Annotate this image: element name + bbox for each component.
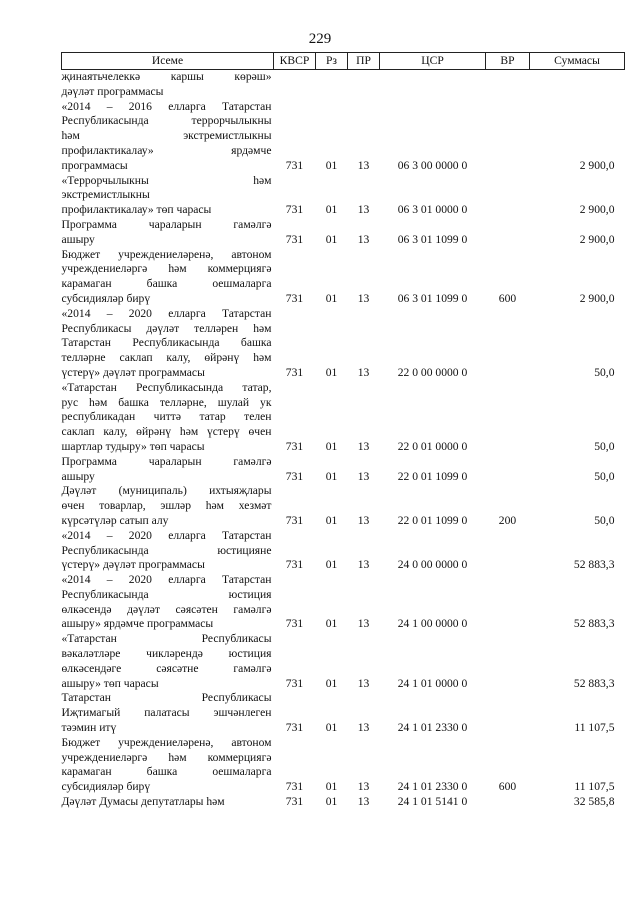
name-line: өлкәсендәге сәясәтне гамәлгә (61, 661, 272, 675)
cell-kvsr: 731 (285, 617, 304, 631)
cell-name (62, 484, 274, 528)
cell-pr: 13 (357, 439, 370, 453)
cell-kvsr: 731 (285, 721, 304, 735)
cell-name (62, 529, 274, 573)
name-line: карамаган башка оешмаларга (61, 765, 272, 779)
name-line: ашыру» ярдәмче программасы (61, 617, 214, 631)
cell-sum: 50,0 (594, 513, 615, 527)
cell-sum: 50,0 (594, 469, 615, 483)
cell-rz: 01 (325, 558, 338, 572)
table-row (62, 691, 625, 735)
cell-pr: 13 (357, 780, 370, 794)
cell-name (62, 174, 274, 218)
cell-pr: 13 (357, 203, 370, 217)
cell-pr: 13 (357, 469, 370, 483)
name-line: субсидияләр бирү (61, 291, 151, 305)
cell-sum: 50,0 (594, 365, 615, 379)
name-line: Программа чараларын гамәлгә (61, 217, 272, 231)
cell-pr: 13 (357, 365, 370, 379)
cell-sum: 2 900,0 (579, 232, 615, 246)
table-row (62, 795, 625, 810)
cell-rz: 01 (325, 232, 338, 246)
name-line: һәм экстремистлыкны (61, 129, 272, 143)
name-line: Татарстан Республикасы (61, 691, 272, 705)
cell-vr (486, 573, 530, 632)
cell-sum: 52 883,3 (573, 617, 615, 631)
name-line: программасы (61, 158, 128, 172)
header-pr: ПР (348, 53, 380, 70)
cell-kvsr: 731 (285, 291, 304, 305)
cell-vr: 200 (498, 513, 517, 527)
header-rz: Рз (316, 53, 348, 70)
cell-kvsr: 731 (285, 469, 304, 483)
name-line: Иҗтимагый палатасы эшчәнлеген (61, 706, 272, 720)
cell-name (62, 573, 274, 632)
cell-rz: 01 (325, 513, 338, 527)
name-line: күрсәтүләр сатып алу (61, 513, 169, 527)
cell-name (62, 795, 274, 810)
cell-kvsr: 731 (285, 439, 304, 453)
cell-kvsr: 731 (285, 513, 304, 527)
cell-kvsr (274, 70, 316, 100)
cell-csr: 24 1 00 0000 0 (397, 617, 468, 631)
header-sum: Суммасы (530, 53, 625, 70)
cell-pr: 13 (357, 721, 370, 735)
cell-csr (380, 70, 486, 100)
cell-kvsr: 731 (285, 795, 304, 809)
cell-csr: 24 1 01 2330 0 (397, 780, 468, 794)
cell-name (62, 455, 274, 485)
name-line: Дәүләт (муниципаль) ихтыяҗлары (61, 484, 272, 498)
table-row (62, 100, 625, 174)
cell-name (62, 691, 274, 735)
cell-csr: 22 0 01 0000 0 (397, 439, 468, 453)
cell-name (62, 70, 274, 100)
cell-csr: 24 1 01 5141 0 (397, 795, 468, 809)
cell-pr: 13 (357, 676, 370, 690)
cell-rz: 01 (325, 158, 338, 172)
cell-csr: 06 3 01 1099 0 (397, 291, 468, 305)
cell-rz: 01 (325, 203, 338, 217)
cell-sum: 11 107,5 (574, 780, 615, 794)
cell-vr (486, 174, 530, 218)
name-line: вәкаләтләре чикләрендә юстиция (61, 647, 272, 661)
cell-vr (486, 795, 530, 810)
cell-kvsr: 731 (285, 558, 304, 572)
table-row (62, 529, 625, 573)
name-line: Бюджет учреждениеләренә, автоном (61, 247, 272, 261)
cell-name (62, 248, 274, 307)
name-line: үстерү» дәүләт программасы (61, 558, 205, 572)
table-header-row (62, 53, 625, 70)
cell-kvsr: 731 (285, 232, 304, 246)
cell-name (62, 100, 274, 174)
cell-name (62, 307, 274, 381)
name-line: карамаган башка оешмаларга (61, 277, 272, 291)
table-row (62, 484, 625, 528)
cell-sum: 2 900,0 (579, 291, 615, 305)
name-line: Республикасында юстиция (61, 587, 272, 601)
cell-vr: 600 (498, 780, 517, 794)
name-line: «Татарстан Республикасы (61, 632, 272, 646)
cell-vr: 600 (498, 291, 517, 305)
cell-sum: 32 585,8 (573, 795, 615, 809)
table-row (62, 218, 625, 248)
page-number: 229 (308, 31, 332, 47)
cell-sum: 2 900,0 (579, 158, 615, 172)
cell-kvsr: 731 (285, 780, 304, 794)
name-line: Татарстан Республикасында башка (61, 336, 272, 350)
cell-name (62, 381, 274, 455)
cell-kvsr: 731 (285, 365, 304, 379)
table-row (62, 307, 625, 381)
name-line: ашыру (61, 469, 95, 483)
table-row (62, 573, 625, 632)
name-line: «2014 – 2016 елларга Татарстан (61, 99, 272, 113)
name-line: учреждениеләргә һәм коммерциягә (61, 750, 272, 764)
cell-rz: 01 (325, 365, 338, 379)
name-line: Республикасында юстицияне (61, 543, 272, 557)
cell-name (62, 632, 274, 691)
name-line: Дәүләт Думасы депутатлары һәм (61, 795, 225, 809)
cell-kvsr: 731 (285, 158, 304, 172)
cell-csr: 22 0 01 1099 0 (397, 513, 468, 527)
cell-rz: 01 (325, 795, 338, 809)
cell-kvsr: 731 (285, 203, 304, 217)
cell-pr: 13 (357, 291, 370, 305)
cell-vr (486, 632, 530, 691)
cell-kvsr: 731 (285, 676, 304, 690)
cell-rz: 01 (325, 291, 338, 305)
cell-rz: 01 (325, 439, 338, 453)
name-line: «2014 – 2020 елларга Татарстан (61, 528, 272, 542)
cell-pr: 13 (357, 158, 370, 172)
budget-table (61, 52, 625, 810)
cell-name (62, 736, 274, 795)
cell-csr: 24 1 01 0000 0 (397, 676, 468, 690)
cell-vr (486, 691, 530, 735)
cell-rz: 01 (325, 676, 338, 690)
cell-sum: 2 900,0 (579, 203, 615, 217)
cell-vr (486, 381, 530, 455)
cell-csr: 22 0 01 1099 0 (397, 469, 468, 483)
name-line: Республикасы дәүләт телләрен һәм (61, 321, 272, 335)
cell-vr (486, 70, 530, 100)
table-row (62, 174, 625, 218)
cell-vr (486, 529, 530, 573)
table-row (62, 736, 625, 795)
name-line: өчен товарлар, эшләр һәм хезмәт (61, 499, 272, 513)
name-line: субсидияләр бирү (61, 780, 151, 794)
cell-csr: 06 3 01 0000 0 (397, 203, 468, 217)
cell-sum: 11 107,5 (574, 721, 615, 735)
cell-pr: 13 (357, 558, 370, 572)
cell-vr (486, 307, 530, 381)
cell-sum: 50,0 (594, 439, 615, 453)
cell-sum: 52 883,3 (573, 676, 615, 690)
name-line: саклап калу, өйрәнү һәм үстерү өчен (61, 425, 272, 439)
name-line: Программа чараларын гамәлгә (61, 454, 272, 468)
cell-vr (486, 455, 530, 485)
name-line: «2014 – 2020 елларга Татарстан (61, 306, 272, 320)
name-line: ашыру» төп чарасы (61, 676, 159, 690)
header-name: Исеме (62, 53, 274, 70)
name-line: «Татарстан Республикасында татар, (61, 380, 272, 394)
table-row (62, 455, 625, 485)
cell-csr: 06 3 01 1099 0 (397, 232, 468, 246)
name-line: үстерү» дәүләт программасы (61, 365, 205, 379)
name-line: «Террорчылыкны һәм (61, 173, 272, 187)
cell-csr: 06 3 00 0000 0 (397, 158, 468, 172)
table-row (62, 632, 625, 691)
cell-rz: 01 (325, 617, 338, 631)
table-body (62, 70, 625, 810)
cell-name (62, 218, 274, 248)
name-line: шартлар тудыру» төп чарасы (61, 439, 205, 453)
name-line: тәэмин итү (61, 721, 117, 735)
name-line: рус һәм башка телләрне, шулай ук (61, 395, 272, 409)
cell-csr: 24 1 01 2330 0 (397, 721, 468, 735)
cell-sum: 52 883,3 (573, 558, 615, 572)
header-kvsr: КВСР (274, 53, 316, 70)
header-vr: ВР (486, 53, 530, 70)
name-line: Республикасында террорчылыкны (61, 114, 272, 128)
name-line: профилактикалау» ярдәмче (61, 143, 272, 157)
table-row (62, 381, 625, 455)
header-csr: ЦСР (380, 53, 486, 70)
cell-rz: 01 (325, 721, 338, 735)
cell-pr: 13 (357, 617, 370, 631)
name-line: учреждениеләргә һәм коммерциягә (61, 262, 272, 276)
cell-csr: 24 0 00 0000 0 (397, 558, 468, 572)
cell-rz (316, 70, 348, 100)
name-line: өлкәсендә дәүләт сәясәтен гамәлгә (61, 602, 272, 616)
name-line: республикадан читтә татар телен (61, 410, 272, 424)
cell-rz: 01 (325, 780, 338, 794)
name-line: ашыру (61, 232, 95, 246)
cell-sum (530, 70, 625, 100)
cell-csr: 22 0 00 0000 0 (397, 365, 468, 379)
cell-vr (486, 218, 530, 248)
cell-pr: 13 (357, 513, 370, 527)
cell-vr (486, 100, 530, 174)
name-line: дәүләт программасы (61, 84, 164, 98)
name-line: җинаятьчелеккә каршы көрәш» (61, 70, 272, 83)
name-line: «2014 – 2020 елларга Татарстан (61, 573, 272, 587)
name-line: телләрне саклап калу, өйрәнү һәм (61, 351, 272, 365)
cell-pr: 13 (357, 795, 370, 809)
name-line: профилактикалау» төп чарасы (61, 203, 212, 217)
name-line: Бюджет учреждениеләренә, автоном (61, 735, 272, 749)
cell-pr (348, 70, 380, 100)
table-row (62, 248, 625, 307)
cell-rz: 01 (325, 469, 338, 483)
table-row (62, 70, 625, 100)
cell-pr: 13 (357, 232, 370, 246)
name-line: экстремистлыкны (61, 188, 150, 202)
